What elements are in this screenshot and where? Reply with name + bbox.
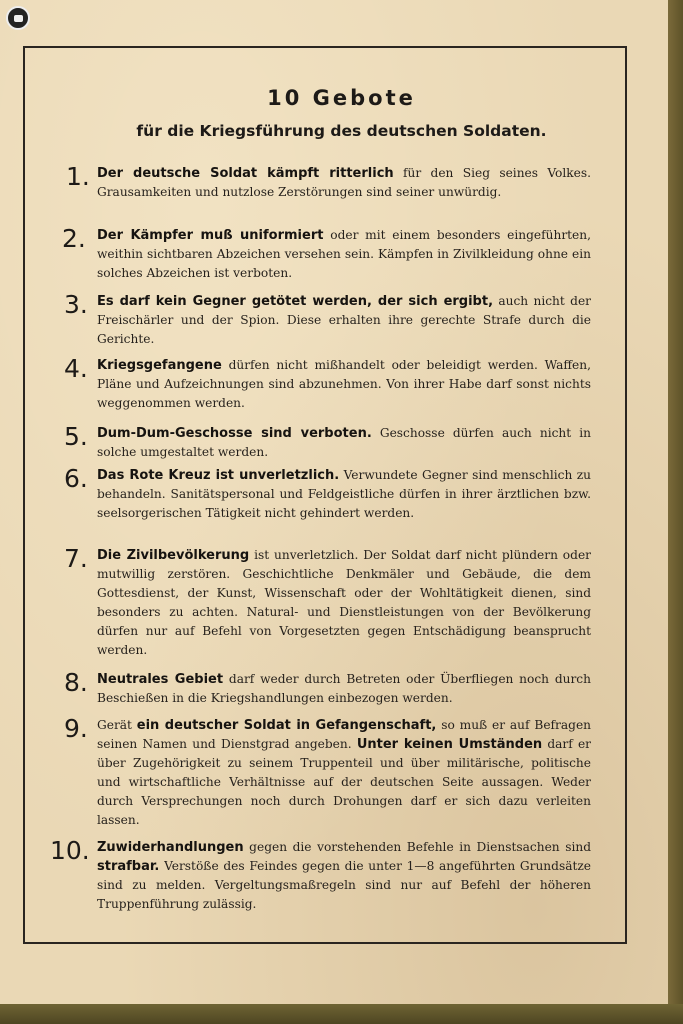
emphasized-text: Der deutsche Soldat kämpft ritterlich — [97, 166, 394, 181]
emphasized-text: Kriegsgefangene — [97, 358, 222, 373]
commandment-number: 7. — [64, 544, 88, 573]
paper-edge-right — [668, 0, 683, 1024]
emphasized-text: ein deutscher Soldat in Gefangenschaft, — [136, 718, 437, 733]
body-text: darf er über Zugehörigkeit zu seinem Truppenteil und über militärische, politische und wirtschaftliche Verhältnisse auf der deutschen Seite aussagen. Weder durch Versprechungen noch durch Drohungen darf er sich dazu verleiten lassen. — [97, 737, 591, 827]
emphasized-text: strafbar. — [97, 859, 160, 874]
commandment-number: 2. — [62, 224, 86, 253]
document-subtitle: für die Kriegsführung des deutschen Soldaten. — [136, 122, 547, 140]
paper-edge-bottom — [0, 1004, 683, 1024]
commandment-text — [97, 292, 591, 349]
commandment-text — [97, 356, 591, 413]
emphasized-text: Es darf kein Gegner getötet werden, der sich ergibt, — [97, 294, 494, 309]
commandment-number: 10. — [50, 836, 90, 865]
body-text: oder mit einem besonders eingeführten, weithin sichtbaren Abzeichen versehen sein. Kämpfen in Zivilkleidung ohne ein solches Abzeichen ist verboten. — [97, 228, 591, 280]
commandment-text — [97, 226, 591, 283]
emphasized-text: Der Kämpfer muß uniformiert — [97, 228, 324, 243]
commandment-number: 3. — [64, 290, 88, 319]
commandment-text — [97, 164, 591, 202]
commandment-number: 9. — [64, 714, 88, 743]
emphasized-text: Unter keinen Umständen — [356, 737, 543, 752]
emphasized-text: Dum-Dum-Geschosse sind verboten. — [97, 426, 372, 441]
commandment-text — [97, 466, 591, 523]
commandment-text — [97, 670, 591, 708]
body-text: Verstöße des Feindes gegen die unter 1—8 angeführten Grundsätze sind zu melden. Vergeltungsmaßregeln sind nur auf Befehl der höheren Truppenführung zulässig. — [97, 859, 591, 911]
commandment-number: 6. — [64, 464, 88, 493]
emphasized-text: Die Zivilbevölkerung — [97, 548, 250, 563]
commandment-text — [97, 546, 591, 660]
body-text: so muß er auf Befragen seinen Namen und Dienstgrad angeben. — [97, 718, 592, 751]
body-text: Verwundete Gegner sind menschlich zu behandeln. Sanitätspersonal und Feldgeistliche dürfen in ihrer ärztlichen bzw. seelsorgerischen Tätigkeit nicht gehindert werden. — [97, 468, 591, 520]
emphasized-text: Neutrales Gebiet — [97, 672, 224, 687]
body-text: ist unverletzlich. Der Soldat darf nicht plündern oder mutwillig zerstören. Geschichtliche Denkmäler und Gebäude, die dem Gottesdienst, der Kunst, Wissenschaft oder der Wohltätigkeit dienen, sind besonders zu achten. Natural- und Dienstleistungen von der Bevölkerung dürfen nur auf Befehl von Vorgesetzten gegen Entschädigung beansprucht werden. — [97, 548, 591, 657]
body-text: für den Sieg seines Volkes. Grausamkeiten und nutzlose Zerstörungen sind seiner unwürdig. — [97, 166, 591, 199]
body-text: Gerät — [97, 718, 137, 732]
body-text: gegen die vorstehenden Befehle in Dienstsachen sind — [243, 840, 591, 854]
camera-icon — [6, 6, 30, 30]
commandment-text — [97, 424, 591, 462]
body-text: darf weder durch Betreten oder Überfliegen noch durch Beschießen in die Kriegshandlungen einbezogen werden. — [97, 672, 591, 705]
commandment-number: 8. — [64, 668, 88, 697]
commandment-text — [97, 838, 591, 914]
commandment-number: 5. — [64, 422, 88, 451]
emphasized-text: Das Rote Kreuz ist unverletzlich. — [97, 468, 340, 483]
commandment-number: 1. — [66, 162, 90, 191]
emphasized-text: Zuwiderhandlungen — [97, 840, 244, 855]
body-text: dürfen nicht mißhandelt oder beleidigt werden. Waffen, Pläne und Aufzeichnungen sind abzunehmen. Von ihrer Habe darf sonst nichts weggenommen werden. — [97, 358, 591, 410]
commandment-number: 4. — [64, 354, 88, 383]
commandment-text — [97, 716, 591, 830]
document-title: 10 Gebote — [267, 86, 416, 110]
body-text: Geschosse dürfen auch nicht in solche umgestaltet werden. — [97, 426, 591, 459]
body-text: auch nicht der Freischärler und der Spion. Diese erhalten ihre gerechte Strafe durch die Gerichte. — [97, 294, 591, 346]
